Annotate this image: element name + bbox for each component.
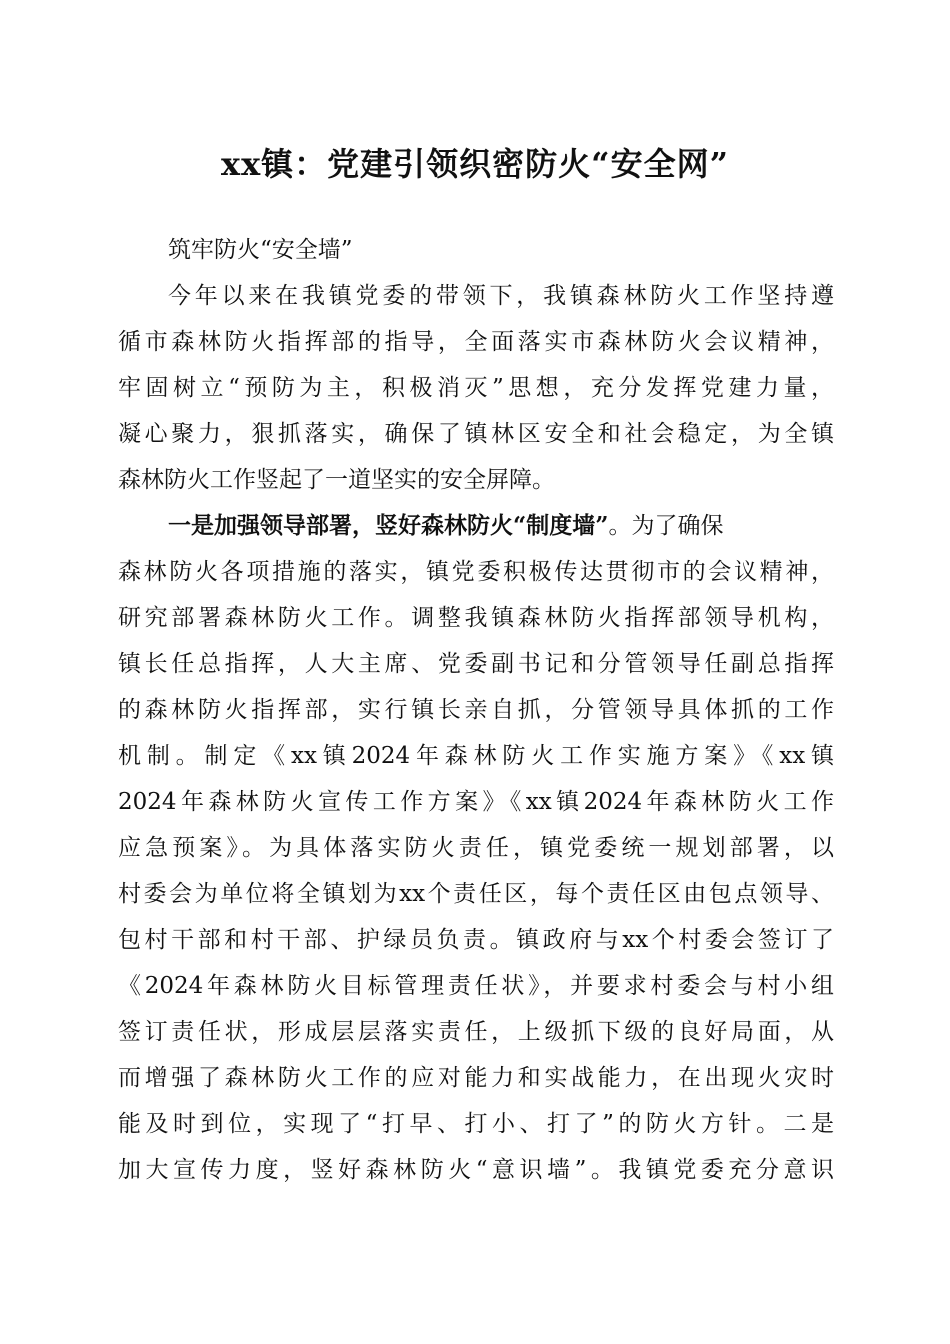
paragraph-line: 今年以来在我镇党委的带领下，我镇森林防火工作坚持遵: [168, 283, 834, 309]
paragraph-line: 机制。制定《xx镇2024年森林防火工作实施方案》《xx镇: [118, 743, 834, 769]
paragraph-line: 加大宣传力度，竖好森林防火“意识墙”。我镇党委充分意识: [118, 1157, 834, 1183]
page-title: xx镇：党建引领织密防火“安全网”: [221, 145, 729, 183]
paragraph-line: 牢固树立“预防为主，积极消灭”思想，充分发挥党建力量，: [118, 375, 834, 401]
paragraph-line: 镇长任总指挥，人大主席、党委副书记和分管领导任副总指挥: [118, 651, 834, 677]
paragraph-line: 村委会为单位将全镇划为xx个责任区，每个责任区由包点领导、: [118, 881, 834, 907]
paragraph-line: 的森林防火指挥部，实行镇长亲自抓，分管领导具体抓的工作: [118, 697, 834, 723]
document-body: [118, 227, 834, 1193]
paragraph-line: 《2024年森林防火目标管理责任状》，并要求村委会与村小组: [118, 973, 834, 999]
paragraph-line-with-bold-lead: [118, 503, 834, 549]
paragraph-line: 签订责任状，形成层层落实责任，上级抓下级的良好局面，从: [118, 1019, 834, 1045]
paragraph-line: 2024年森林防火宣传工作方案》《xx镇2024年森林防火工作: [118, 789, 834, 815]
paragraph-line: 能及时到位，实现了“打早、打小、打了”的防火方针。二是: [118, 1111, 834, 1137]
paragraph-line: 凝心聚力，狠抓落实，确保了镇林区安全和社会稳定，为全镇: [118, 421, 834, 447]
paragraph-line: 森林防火工作竖起了一道坚实的安全屏障。: [118, 467, 555, 493]
paragraph-line: 研究部署森林防火工作。调整我镇森林防火指挥部领导机构，: [118, 605, 834, 631]
paragraph-line: 循市森林防火指挥部的指导，全面落实市森林防火会议精神，: [118, 329, 834, 355]
paragraph-continuation: 。为了确保: [608, 513, 724, 539]
paragraph-line: 森林防火各项措施的落实，镇党委积极传达贯彻市的会议精神，: [118, 559, 834, 585]
paragraph-line: 包村干部和村干部、护绿员负责。镇政府与xx个村委会签订了: [118, 927, 834, 953]
bold-lead-text: 一是加强领导部署，竖好森林防火“制度墙”: [168, 512, 609, 539]
paragraph-line: 而增强了森林防火工作的应对能力和实战能力，在出现火灾时: [118, 1065, 834, 1091]
section-heading: 筑牢防火“安全墙”: [168, 237, 353, 263]
paragraph-line: 应急预案》。为具体落实防火责任，镇党委统一规划部署，以: [118, 835, 834, 861]
